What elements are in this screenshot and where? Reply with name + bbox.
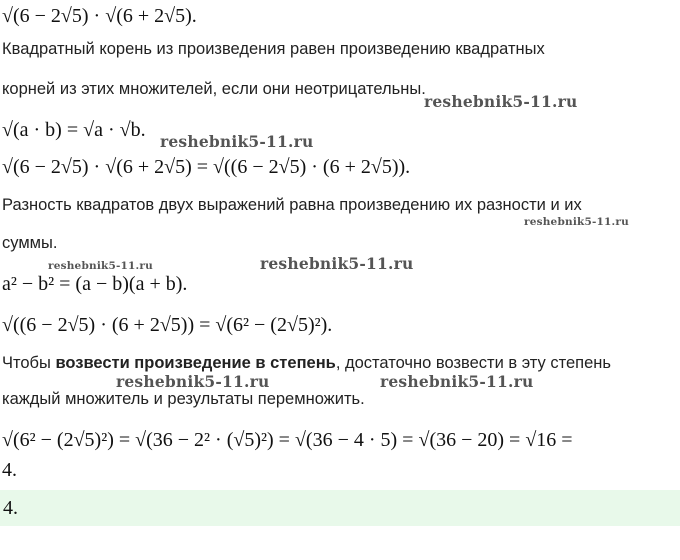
paragraph-difference-squares-line2: суммы. (2, 234, 58, 252)
power-rule-bold-term: возвести произведение в степень (55, 354, 336, 372)
formula-expression: √(6 − 2√5) · √(6 + 2√5). (2, 5, 197, 27)
watermark: reshebnik5-11.ru (524, 216, 629, 228)
answer-box (0, 490, 680, 526)
watermark: reshebnik5-11.ru (48, 260, 153, 272)
power-rule-prefix: Чтобы (2, 354, 56, 372)
formula-step-3-result: 4. (2, 459, 17, 481)
watermark: reshebnik5-11.ru (380, 372, 534, 391)
formula-difference-squares-rule: a² − b² = (a − b)(a + b). (2, 273, 188, 295)
paragraph-difference-squares-line1: Разность квадратов двух выражений равна произведению их разности и их (2, 196, 582, 214)
formula-step-1: √(6 − 2√5) · √(6 + 2√5) = √((6 − 2√5) · (6 + 2√5)). (2, 156, 411, 178)
watermark: reshebnik5-11.ru (160, 132, 314, 151)
paragraph-rule-line2: корней из этих множителей, если они неотрицательны. (2, 80, 426, 98)
watermark: reshebnik5-11.ru (116, 372, 270, 391)
paragraph-power-rule-line2: каждый множитель и результаты перемножить. (2, 390, 365, 408)
power-rule-suffix: , достаточно возвести в эту степень (335, 354, 611, 372)
formula-root-product-rule: √(a · b) = √a · √b. (2, 119, 146, 141)
formula-step-3: √(6² − (2√5)²) = √(36 − 2² · (√5)²) = √(36 − 4 · 5) = √(36 − 20) = √16 = (2, 429, 573, 451)
answer-value: 4. (3, 497, 18, 519)
formula-step-2: √((6 − 2√5) · (6 + 2√5)) = √(6² − (2√5)²). (2, 314, 333, 336)
watermark: reshebnik5-11.ru (424, 92, 578, 111)
paragraph-rule-line1: Квадратный корень из произведения равен произведению квадратных (2, 40, 545, 58)
watermark: reshebnik5-11.ru (260, 254, 414, 273)
paragraph-power-rule-line1 (2, 352, 611, 374)
